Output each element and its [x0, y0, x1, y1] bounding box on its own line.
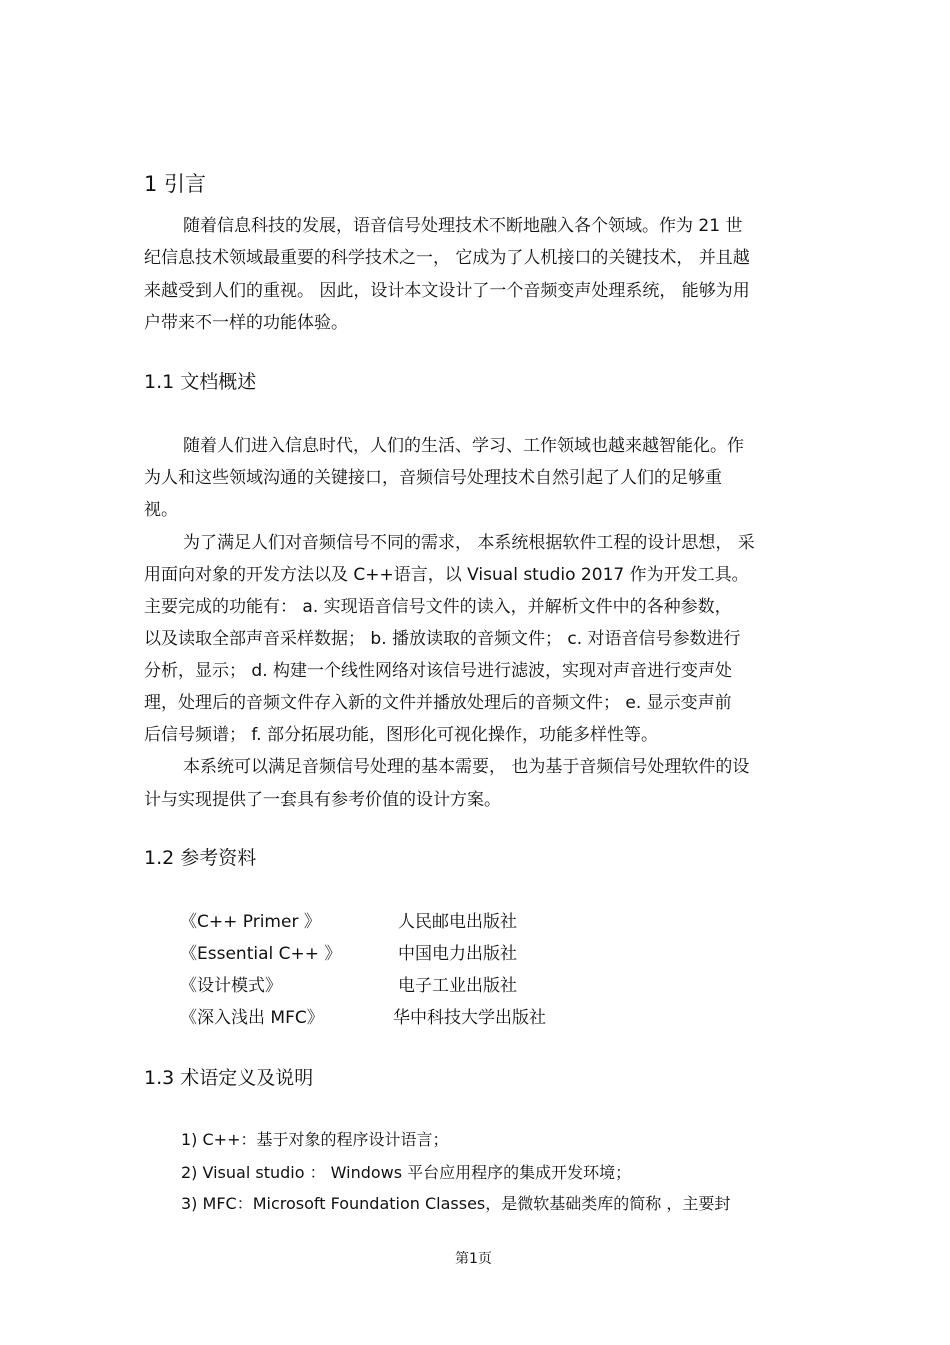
reference-title: 《深入浅出 MFC》 [180, 1008, 324, 1028]
paragraph-line: 用面向对象的开发方法以及 C++语言，以 Visual studio 2017 作为开发工具。 [144, 565, 749, 585]
section-1-2-heading: 1.2 参考资料 [144, 847, 257, 869]
paragraph-line: 纪信息技术领域最重要的科学技术之一， 它成为了人机接口的关键技术， 并且越 [144, 248, 750, 268]
paragraph-line: 来越受到人们的重视。 因此，设计本文设计了一个音频变声处理系统， 能够为用 [144, 281, 750, 301]
paragraph-line: 为人和这些领域沟通的关键接口，音频信号处理技术自然引起了人们的足够重 [144, 468, 722, 488]
paragraph-line: 户带来不一样的功能体验。 [144, 313, 348, 333]
paragraph-line: 以及读取全部声音采样数据； b. 播放读取的音频文件； c. 对语音信号参数进行 [144, 629, 741, 649]
term-item: 2) Visual studio ： Windows 平台应用程序的集成开发环境； [181, 1163, 632, 1182]
reference-publisher: 中国电力出版社 [398, 944, 517, 964]
section-1-3-heading: 1.3 术语定义及说明 [144, 1067, 314, 1089]
paragraph-line: 分析，显示； d. 构建一个线性网络对该信号进行滤波，实现对声音进行变声处 [144, 661, 733, 681]
paragraph-line: 本系统可以满足音频信号处理的基本需要， 也为基于音频信号处理软件的设 [183, 757, 750, 777]
reference-title: 《设计模式》 [180, 976, 282, 996]
paragraph-line: 计与实现提供了一套具有参考价值的设计方案。 [144, 790, 501, 810]
reference-publisher: 电子工业出版社 [398, 976, 517, 996]
reference-publisher: 华中科技大学出版社 [393, 1008, 546, 1028]
section-1-heading: 1 引言 [144, 172, 207, 196]
paragraph-line: 随着信息科技的发展，语音信号处理技术不断地融入各个领域。作为 21 世 [183, 216, 743, 236]
paragraph-line: 为了满足人们对音频信号不同的需求， 本系统根据软件工程的设计思想， 采 [183, 533, 755, 553]
paragraph-line: 主要完成的功能有： a. 实现语音信号文件的读入，并解析文件中的各种参数， [144, 597, 732, 617]
reference-title: 《Essential C++ 》 [180, 944, 342, 964]
term-item: 3) MFC：Microsoft Foundation Classes，是微软基础类库的简称 ，主要封 [181, 1194, 731, 1213]
section-1-1-heading: 1.1 文档概述 [144, 371, 257, 393]
paragraph-line: 理，处理后的音频文件存入新的文件并播放处理后的音频文件； e. 显示变声前 [144, 693, 732, 713]
reference-title: 《C++ Primer 》 [180, 912, 321, 932]
page-number: 第1页 [455, 1251, 492, 1267]
reference-publisher: 人民邮电出版社 [398, 912, 517, 932]
paragraph-line: 随着人们进入信息时代，人们的生活、学习、工作领域也越来越智能化。作 [183, 436, 744, 456]
paragraph-line: 视。 [144, 500, 178, 520]
term-item: 1) C++：基于对象的程序设计语言； [181, 1130, 449, 1149]
paragraph-line: 后信号频谱； f. 部分拓展功能，图形化可视化操作，功能多样性等。 [144, 725, 658, 745]
